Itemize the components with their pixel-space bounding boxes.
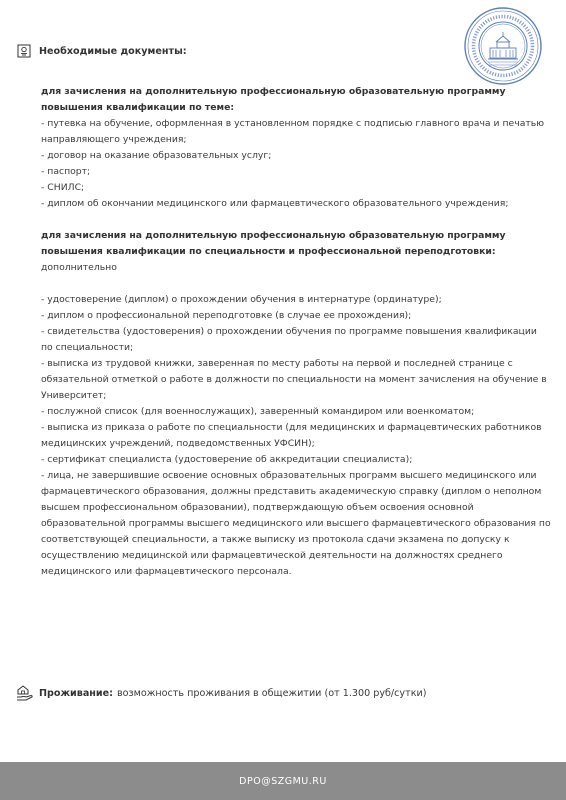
lodging-label: Проживание: [39, 687, 113, 699]
section2-title: для зачисления на дополнительную профессиональную образовательную программу повышения квалификации по специальности и профессиональной переподготовки: [41, 230, 506, 257]
university-seal-logo [463, 6, 543, 86]
section2-item: - свидетельства (удостоверения) о прохождении обучения по программе повышения квалификации по специальности; [41, 326, 537, 353]
footer-bar [0, 762, 566, 800]
section1-item: - диплом об окончании медицинского или фармацевтического образовательного учреждения; [41, 198, 509, 209]
section2-item: - диплом о профессиональной переподготовке (в случае ее прохождения); [41, 310, 412, 321]
section1-item: - паспорт; [41, 166, 91, 177]
documents-header [16, 43, 187, 59]
section2-item: - лица, не завершившие освоение основных образовательных программ высшего медицинского или фармацевтического образования, должны представить академическую справку (диплом о неполном высшем профессиональном образовании), подтверждающую объем освоения основной образовательной программы высшего медицинского или высшего фармацевтического образования по соответствующей специальности, а также выписку из протокола сдачи экзамена по допуску к осуществлению медицинской или фармацевтической деятельности на должностях среднего медицинского или фармацевтического персонала. [41, 470, 551, 577]
section1-title: для зачисления на дополнительную профессиональную образовательную программу повышения квалификации по теме: [41, 86, 506, 113]
section1-item: - договор на оказание образовательных услуг; [41, 150, 272, 161]
spacer [41, 276, 551, 292]
document-icon [16, 43, 32, 59]
section2-item: - выписка из трудовой книжки, заверенная по месту работы на первой и последней странице с обязательной отметкой о работе в должности по специальности на момент зачисления на обучение в Университет; [41, 358, 547, 401]
section1-item: - путевка на обучение, оформленная в установленном порядке с подписью главного врача и печатью направляющего учреждения; [41, 118, 544, 145]
footer-email-link[interactable]: DPO@SZGMU.RU [239, 775, 327, 787]
section2-item: - послужной список (для военнослужащих), заверенный командиром или военкоматом; [41, 406, 475, 417]
section2-subtitle: дополнительно [41, 262, 117, 273]
hand-house-icon [16, 685, 34, 701]
section2-item: - удостоверение (диплом) о прохождении обучения в интернатуре (ординатуре); [41, 294, 442, 305]
spacer [41, 212, 551, 228]
lodging-text: возможность проживания в общежитии (от 1.300 руб/сутки) [117, 687, 427, 699]
documents-content [41, 84, 551, 580]
section2-item: - выписка из приказа о работе по специальности (для медицинских и фармацевтических работников медицинских учреждений, подведомственных УФСИН); [41, 422, 542, 449]
lodging-line [16, 685, 426, 701]
documents-title: Необходимые документы: [39, 45, 187, 57]
section2-item: - сертификат специалиста (удостоверение об аккредитации специалиста); [41, 454, 413, 465]
section1-item: - СНИЛС; [41, 182, 85, 193]
